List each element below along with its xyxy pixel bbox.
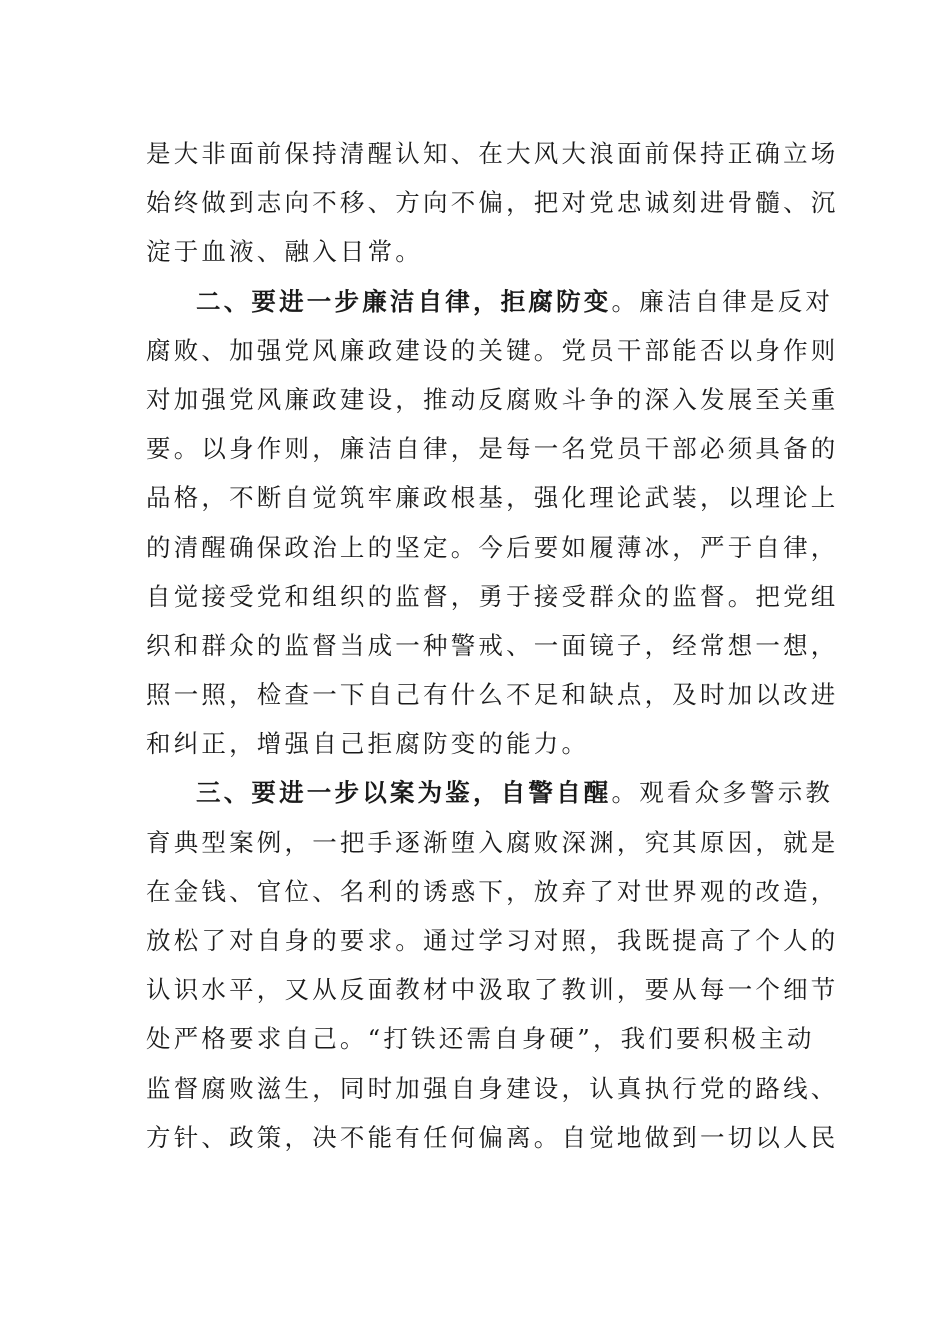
paragraph-line: 是大非面前保持清醒认知、在大风大浪面前保持正确立场 (146, 139, 839, 168)
paragraph-line: 育典型案例，一把手逐渐堕入腐败深渊，究其原因，就是 (146, 827, 839, 857)
section-2-first-line (146, 277, 834, 326)
paragraph-line: 方针、政策，决不能有任何偏离。自觉地做到一切以人民 (146, 1122, 839, 1152)
paragraph-line: 监督腐败滋生，同时加强自身建设，认真执行党的路线、 (146, 1073, 839, 1103)
paragraph-line: 放松了对自身的要求。通过学习对照，我既提高了个人的 (146, 926, 839, 955)
paragraph-line: 的清醒确保政治上的坚定。今后要如履薄冰，严于自律， (146, 532, 839, 562)
paragraph-line: 织和群众的监督当成一种警戒、一面镜子，经常想一想， (146, 630, 839, 660)
paragraph-line: 品格，不断自觉筑牢廉政根基，强化理论武装，以理论上 (146, 483, 839, 513)
paragraph-line: 腐败、加强党风廉政建设的关键。党员干部能否以身作则 (146, 335, 839, 365)
paragraph-line: 和纠正，增强自己拒腐防变的能力。 (146, 729, 590, 759)
paragraph-line: 要。以身作则，廉洁自律，是每一名党员干部必须具备的 (146, 434, 839, 464)
paragraph-line: 在金钱、官位、名利的诱惑下，放弃了对世界观的改造， (146, 876, 839, 906)
paragraph-line: 认识水平，又从反面教材中汲取了教训，要从每一个细节 (146, 975, 839, 1005)
section-3-first-line (146, 768, 834, 817)
paragraph-line: 淀于血液、融入日常。 (146, 237, 423, 267)
paragraph-line: 始终做到志向不移、方向不偏，把对党忠诚刻进骨髓、沉 (146, 188, 839, 218)
section-2-first-line-text: 。廉洁自律是反对 (611, 286, 834, 316)
section-2-heading: 二、要进一步廉洁自律，拒腐防变 (196, 286, 612, 316)
document-page (146, 129, 839, 1162)
paragraph-line: 自觉接受党和组织的监督，勇于接受群众的监督。把党组 (146, 581, 839, 611)
section-3-first-line-text: 。观看众多警示教 (611, 778, 834, 808)
paragraph-line: 对加强党风廉政建设，推动反腐败斗争的深入发展至关重 (146, 384, 839, 414)
paragraph-line: 照一照，检查一下自己有什么不足和缺点，及时加以改进 (146, 680, 839, 710)
section-3-heading: 三、要进一步以案为鉴，自警自醒 (196, 778, 612, 808)
paragraph-line: 处严格要求自己。“打铁还需自身硬”，我们要积极主动 (146, 1024, 815, 1054)
